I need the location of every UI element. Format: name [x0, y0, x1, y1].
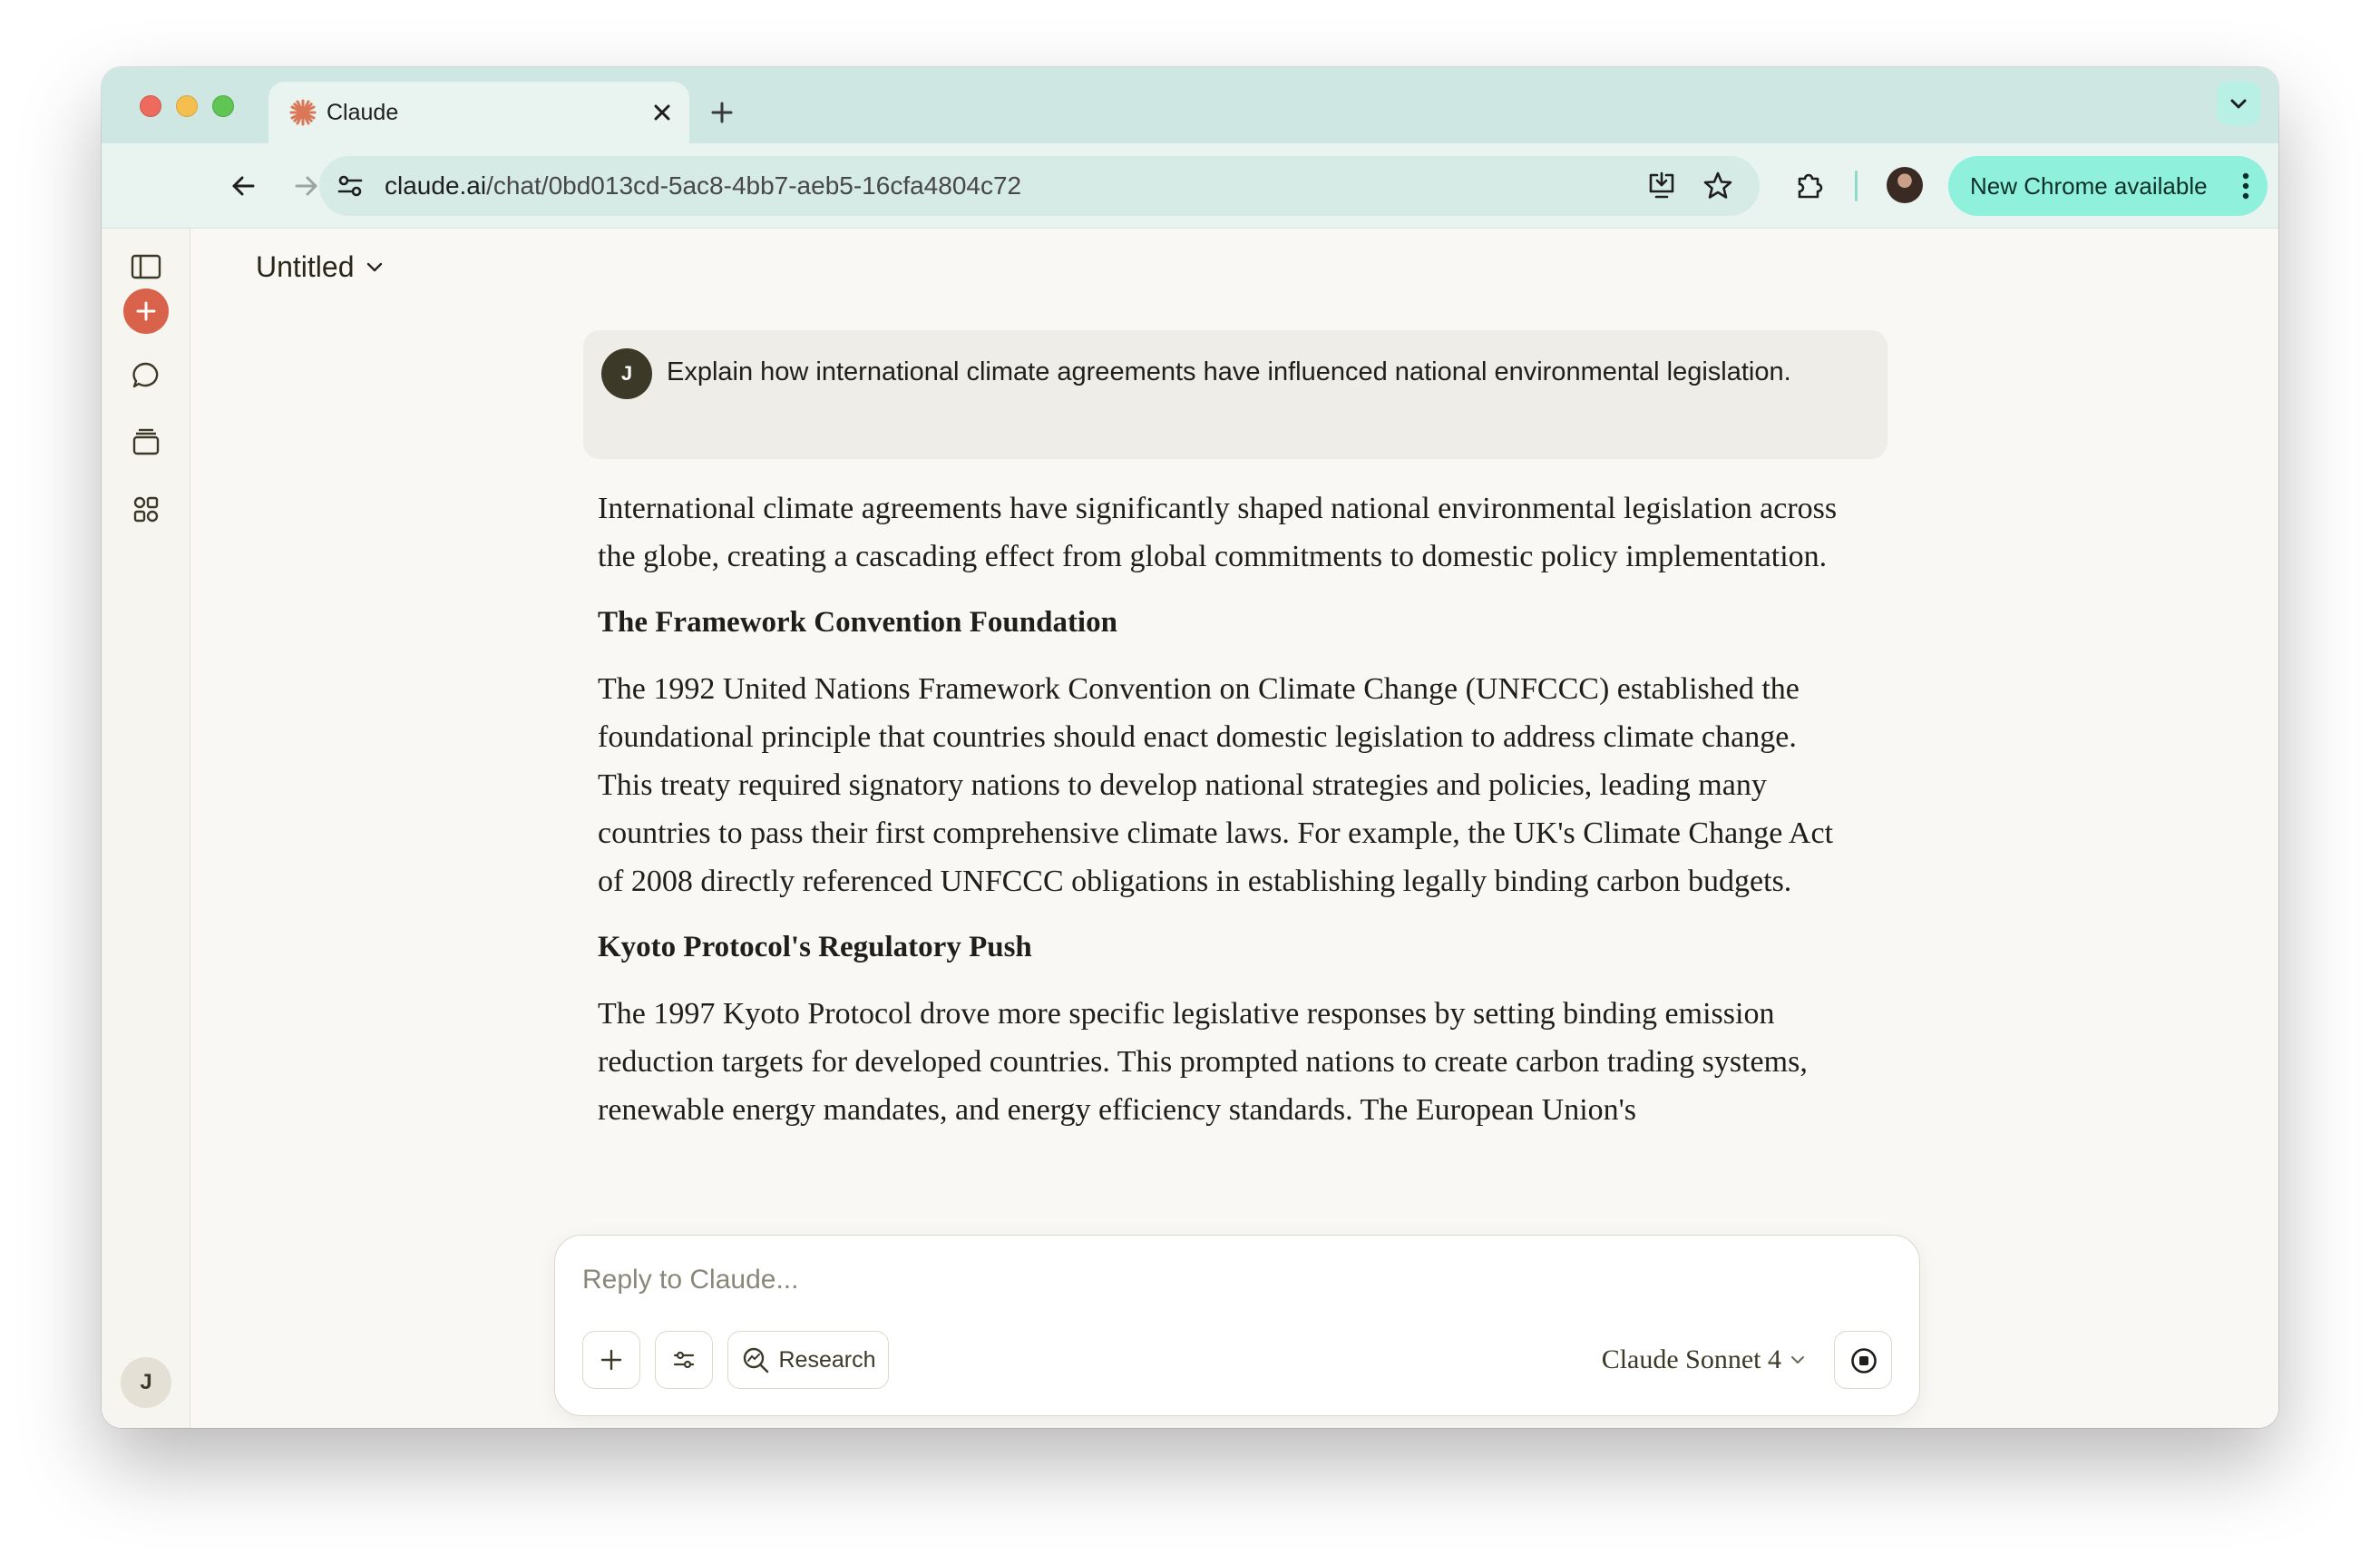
response-paragraph-2: The 1997 Kyoto Protocol drove more specific legislative responses by setting binding emission reduction targets for developed countries. This prompted nations to create carbon trading systems, renewable energy mandates, and energy efficiency standards. The European Union's: [598, 997, 1808, 1127]
stop-icon: [1849, 1346, 1878, 1375]
reply-input[interactable]: [582, 1259, 1852, 1301]
tab-search-button[interactable]: [2217, 82, 2260, 125]
profile-avatar[interactable]: [1887, 167, 1923, 203]
bookmark-star-icon[interactable]: [1702, 170, 1734, 202]
new-tab-icon[interactable]: [707, 98, 736, 127]
plus-icon: [598, 1346, 625, 1373]
site-settings-icon[interactable]: [334, 170, 366, 202]
forward-arrow-icon[interactable]: [290, 170, 323, 202]
install-app-icon[interactable]: [1645, 170, 1678, 202]
response-paragraph-1: The 1992 United Nations Framework Convention on Climate Change (UNFCCC) established the foundational principle that countries should enact domestic legislation to address climate change. This treaty required signatory nations to develop national strategies and policies, leading many countries to pass their first comprehensive climate laws. For example, the UK's Climate Change Act of 2008 directly referenced UNFCCC obligations in establishing legally binding carbon budgets.: [598, 672, 1834, 898]
tab-title: Claude: [327, 100, 399, 125]
browser-toolbar: [102, 143, 2278, 229]
projects-icon[interactable]: [126, 423, 166, 463]
new-chat-button[interactable]: [123, 288, 169, 334]
chevron-down-icon: [2228, 93, 2249, 114]
browser-window: [102, 67, 2278, 1428]
artifacts-icon[interactable]: [126, 490, 166, 530]
sliders-icon: [670, 1346, 697, 1373]
add-content-button[interactable]: [582, 1331, 640, 1389]
tab-strip: [102, 67, 2278, 143]
claude-app: [102, 229, 2278, 1428]
tab-claude[interactable]: [268, 82, 689, 143]
back-arrow-icon[interactable]: [227, 170, 259, 202]
toolbar-divider: [1855, 171, 1858, 201]
close-icon[interactable]: [648, 98, 677, 127]
update-label: New Chrome available: [1970, 172, 2208, 200]
user-message: [583, 330, 1887, 459]
minimize-window-button[interactable]: [176, 95, 198, 117]
new-chrome-available-button[interactable]: [1948, 156, 2268, 216]
sidebar: [102, 229, 190, 1428]
address-bar[interactable]: [319, 156, 1760, 216]
user-message-text: Explain how international climate agreements have influenced national environmental legislation.: [667, 357, 1791, 386]
sidebar-toggle-icon[interactable]: [126, 247, 166, 287]
user-message-avatar: J: [601, 348, 652, 399]
reply-composer: [554, 1235, 1920, 1416]
url-path: /chat/0bd013cd-5ac8-4bb7-aeb5-16cfa4804c72: [486, 171, 1022, 200]
chat-title-dropdown[interactable]: [256, 249, 385, 285]
research-label: Research: [778, 1346, 876, 1373]
maximize-window-button[interactable]: [212, 95, 234, 117]
research-button[interactable]: [727, 1331, 889, 1389]
response-intro: International climate agreements have significantly shaped national environmental legislation across the globe, creating a cascading effect from global commitments to domestic policy implementation.: [598, 492, 1838, 573]
plus-icon: [133, 298, 159, 324]
model-label: Claude Sonnet 4: [1601, 1344, 1781, 1374]
stop-generation-button[interactable]: [1834, 1331, 1892, 1389]
chevron-down-icon: [1789, 1351, 1807, 1369]
assistant-response: [598, 484, 1849, 1152]
chat-main: [190, 229, 2278, 1428]
research-search-icon: [741, 1345, 770, 1374]
chevron-down-icon: [364, 256, 385, 278]
close-window-button[interactable]: [140, 95, 161, 117]
more-vertical-icon: [2242, 171, 2249, 201]
user-avatar[interactable]: J: [121, 1357, 171, 1408]
chat-title: Untitled: [256, 250, 355, 283]
model-selector[interactable]: [1602, 1344, 1807, 1375]
url-text: [385, 171, 1021, 200]
tools-button[interactable]: [655, 1331, 713, 1389]
response-heading-1: The Framework Convention Foundation: [598, 606, 1117, 639]
extensions-puzzle-icon[interactable]: [1792, 170, 1825, 202]
chats-icon[interactable]: [126, 356, 166, 396]
response-heading-2: Kyoto Protocol's Regulatory Push: [598, 931, 1032, 963]
url-host: claude.ai: [385, 171, 487, 200]
claude-logo-icon: [288, 98, 317, 127]
